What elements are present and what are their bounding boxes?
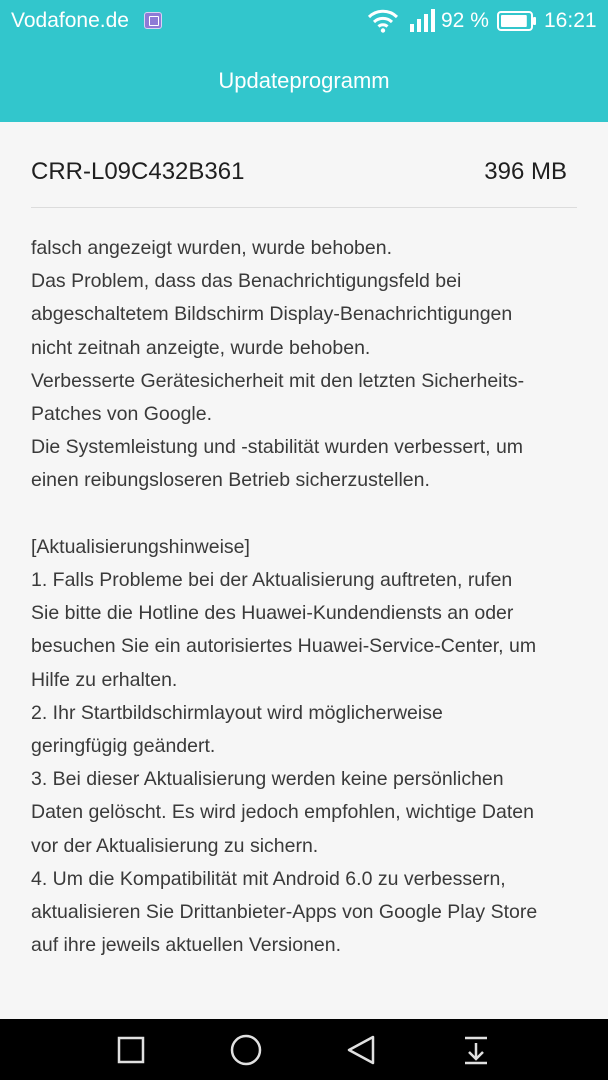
note-line: 2. Ihr Startbildschirmlayout wird möglicherweise	[31, 701, 443, 724]
note-line: [Aktualisierungshinweise]	[31, 535, 250, 558]
note-line: 1. Falls Probleme bei der Aktualisierung auftreten, rufen	[31, 569, 513, 592]
page-title: Updateprogramm	[218, 68, 390, 93]
notification-pull-down-icon[interactable]	[460, 1034, 492, 1066]
note-line: nicht zeitnah anzeigte, wurde behoben.	[31, 336, 371, 359]
battery-icon	[497, 11, 537, 31]
carrier-name: Vodafone.de	[11, 9, 129, 32]
blank-line	[31, 498, 591, 531]
status-bar	[0, 0, 608, 42]
release-notes[interactable]	[31, 232, 591, 962]
note-line: aktualisieren Sie Drittanbieter-Apps von Google Play Store	[31, 901, 538, 924]
note-line: Patches von Google.	[31, 403, 213, 426]
note-line: Das Problem, dass das Benachrichtigungsfeld bei	[31, 270, 462, 293]
note-line: 4. Um die Kompatibilität mit Android 6.0 zu verbessern,	[31, 867, 506, 890]
divider	[31, 207, 577, 208]
home-circle-icon[interactable]	[230, 1034, 262, 1066]
package-header	[31, 122, 577, 208]
note-line: Hilfe zu erhalten.	[31, 668, 178, 691]
note-line: 3. Bei dieser Aktualisierung werden keine persönlichen	[31, 768, 504, 791]
package-name: CRR-L09C432B361	[31, 158, 245, 185]
note-line: Sie bitte die Hotline des Huawei-Kundendiensts an oder	[31, 602, 514, 625]
note-line: falsch angezeigt wurden, wurde behoben.	[31, 237, 392, 259]
note-line: abgeschaltetem Bildschirm Display-Benachrichtigungen	[31, 303, 513, 326]
note-line: vor der Aktualisierung zu sichern.	[31, 834, 319, 857]
note-line: Daten gelöscht. Es wird jedoch empfohlen, wichtige Daten	[31, 801, 534, 824]
navigation-bar	[0, 1019, 608, 1080]
back-triangle-icon[interactable]	[345, 1034, 377, 1066]
note-line: einen reibungsloseren Betrieb sicherzustellen.	[31, 469, 430, 492]
note-line: Verbesserte Gerätesicherheit mit den letzten Sicherheits-	[31, 369, 525, 392]
wifi-icon	[367, 9, 399, 33]
note-line: geringfügig geändert.	[31, 735, 216, 758]
status-clock: 16:21	[544, 9, 597, 32]
sim-card-icon	[144, 12, 162, 29]
note-line: Die Systemleistung und -stabilität wurden verbessert, um	[31, 436, 524, 459]
recents-square-icon[interactable]	[115, 1034, 147, 1066]
app-bar	[0, 42, 608, 122]
note-line: auf ihre jeweils aktuellen Versionen.	[31, 934, 342, 957]
battery-percent: 92 %	[441, 9, 489, 32]
package-size: 396 MB	[484, 158, 567, 185]
signal-icon	[409, 9, 437, 32]
note-line: besuchen Sie ein autorisiertes Huawei-Service-Center, um	[31, 635, 537, 658]
